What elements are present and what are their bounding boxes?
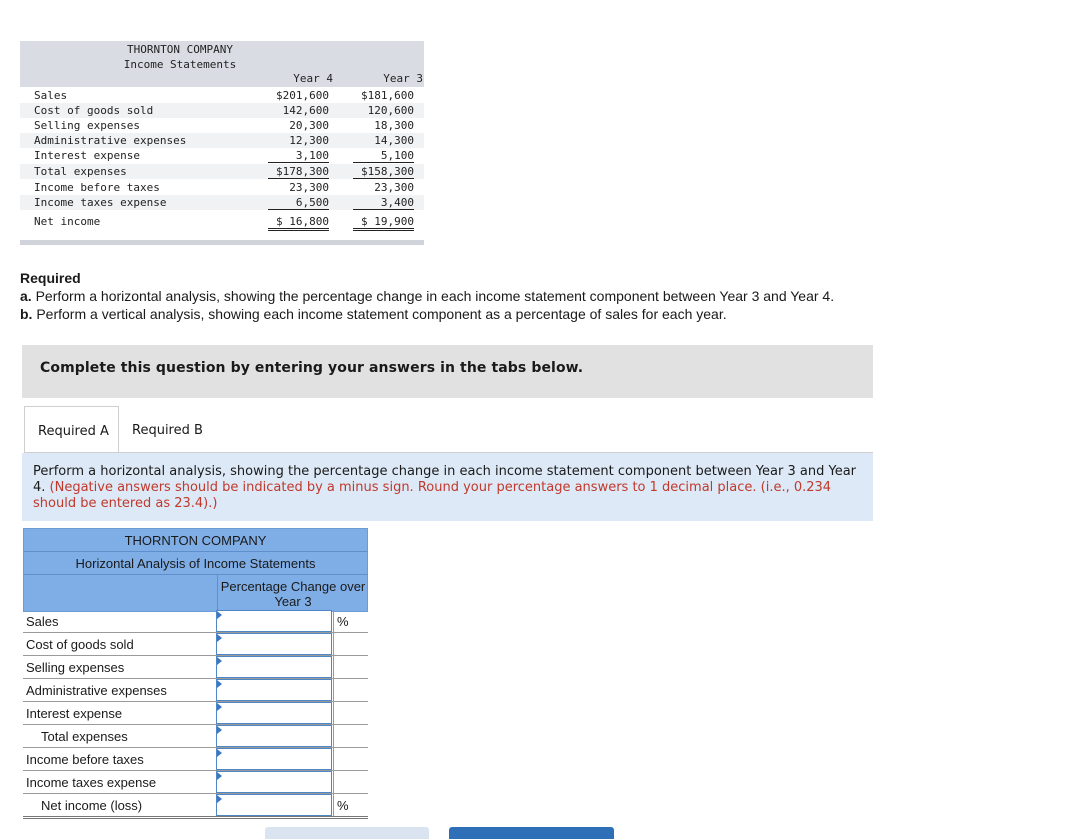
table-row-label: Income before taxes <box>26 752 144 767</box>
table-company-header <box>23 528 368 552</box>
statement-row-label: Total expenses <box>34 165 127 178</box>
answer-cell[interactable] <box>216 771 332 793</box>
pct-cell <box>333 679 368 701</box>
statement-row-label: Selling expenses <box>34 119 140 132</box>
pct-cell <box>333 748 368 770</box>
tab-required-a[interactable] <box>24 406 119 453</box>
table-column-header <box>23 574 368 612</box>
table-row-label: Administrative expenses <box>26 683 167 698</box>
statement-row <box>20 118 424 133</box>
table-row <box>23 702 368 725</box>
statement-row-year4: 6,500 <box>268 196 329 210</box>
instruction-main: Perform a horizontal analysis, showing the percentage change in each income statement component between Year 3 and Year 4. <box>33 464 857 495</box>
statement-row <box>20 180 424 195</box>
tab-required-b[interactable] <box>119 406 211 452</box>
statement-row <box>20 195 424 210</box>
table-row-label: Income taxes expense <box>26 775 157 790</box>
statement-row-year3: 14,300 <box>374 134 414 147</box>
statement-row-year4: 23,300 <box>289 181 329 194</box>
instruction-box <box>22 453 873 521</box>
statement-row-year4: 142,600 <box>282 104 329 117</box>
answer-input-income-taxes[interactable] <box>224 773 328 791</box>
statement-row-year3: $158,300 <box>353 165 414 179</box>
statement-row-label: Interest expense <box>34 149 140 162</box>
pct-symbol: % <box>337 614 349 629</box>
statement-col-year3: Year 3 <box>383 72 423 85</box>
statement-row-year4: $178,300 <box>268 165 329 179</box>
required-a-prefix: a. <box>20 288 32 304</box>
table-row <box>23 633 368 656</box>
answer-input-sales[interactable] <box>224 612 328 630</box>
answer-input-income-before-taxes[interactable] <box>224 750 328 768</box>
table-row <box>23 656 368 679</box>
statement-row <box>20 88 424 103</box>
table-row-label: Net income (loss) <box>41 798 143 813</box>
statement-bottom-bar <box>20 240 424 245</box>
answer-cell[interactable] <box>216 656 332 678</box>
table-row-label: Interest expense <box>26 706 123 721</box>
statement-row-year3: $181,600 <box>361 89 414 102</box>
income-statement-header <box>20 41 424 87</box>
statement-row-year3: $ 19,900 <box>353 215 414 231</box>
pct-cell <box>333 702 368 724</box>
statement-row-label: Income before taxes <box>34 181 160 194</box>
statement-row-year4: 3,100 <box>268 149 329 163</box>
statement-row-year3: 18,300 <box>374 119 414 132</box>
statement-row-year4: 20,300 <box>289 119 329 132</box>
table-row-label: Cost of goods sold <box>26 637 134 652</box>
statement-row-label: Cost of goods sold <box>34 104 154 117</box>
table-row-label: Total expenses <box>41 729 128 744</box>
statement-title: Income Statements <box>123 58 237 71</box>
answer-cell[interactable] <box>216 748 332 770</box>
pct-symbol: % <box>337 798 349 813</box>
pct-cell <box>333 633 368 655</box>
column-header-percentage-change: Percentage Change over Year 3 <box>217 575 368 611</box>
table-company: THORNTON COMPANY <box>124 533 267 548</box>
answer-input-net-income[interactable] <box>224 796 328 814</box>
table-row <box>23 725 368 748</box>
statement-company: THORNTON COMPANY <box>127 43 233 56</box>
table-row <box>23 794 368 819</box>
required-b-text: Perform a vertical analysis, showing each income statement component as a percentage of sales for each year. <box>32 306 727 322</box>
pct-cell <box>333 656 368 678</box>
next-button[interactable] <box>449 827 614 839</box>
table-title-header <box>23 551 368 575</box>
statement-row-label: Sales <box>34 89 68 102</box>
answer-input-cogs[interactable] <box>224 635 328 653</box>
statement-row-label: Net income <box>34 215 101 228</box>
tab-required-a-label: Required A <box>38 424 109 439</box>
pct-cell <box>333 725 368 747</box>
statement-row-year4: $201,600 <box>276 89 329 102</box>
required-title: Required <box>20 270 81 286</box>
answer-cell[interactable] <box>216 794 332 816</box>
required-a-text: Perform a horizontal analysis, showing the percentage change in each income statement component between Year 3 and Year 4. <box>31 288 835 304</box>
answer-cell[interactable] <box>216 633 332 655</box>
instruction-text <box>33 464 863 512</box>
required-a <box>20 288 834 304</box>
table-title: Horizontal Analysis of Income Statements <box>75 556 316 571</box>
statement-row-label: Income taxes expense <box>34 196 167 209</box>
statement-row <box>20 148 424 163</box>
answer-cell[interactable] <box>216 610 332 632</box>
statement-row-year3: 120,600 <box>367 104 414 117</box>
pct-cell <box>333 794 368 816</box>
statement-row-year3: 3,400 <box>353 196 414 210</box>
statement-row-year4: $ 16,800 <box>268 215 329 231</box>
answer-cell[interactable] <box>216 679 332 701</box>
answer-input-selling[interactable] <box>224 658 328 676</box>
complete-banner <box>22 345 873 398</box>
table-row <box>23 748 368 771</box>
pct-cell <box>333 771 368 793</box>
statement-row-label: Administrative expenses <box>34 134 187 147</box>
required-b-prefix: b. <box>20 306 33 322</box>
complete-banner-text: Complete this question by entering your answers in the tabs below. <box>40 360 584 376</box>
statement-row <box>20 103 424 118</box>
tab-required-b-label: Required B <box>132 423 203 438</box>
statement-row-year4: 12,300 <box>289 134 329 147</box>
statement-col-year4: Year 4 <box>293 72 333 85</box>
answer-input-interest[interactable] <box>224 704 328 722</box>
statement-row-year3: 5,100 <box>353 149 414 163</box>
table-row <box>23 771 368 794</box>
answer-input-admin[interactable] <box>224 681 328 699</box>
required-b <box>20 306 727 322</box>
answer-cell[interactable] <box>216 725 332 747</box>
pct-cell <box>333 610 368 632</box>
answer-input-total-expenses[interactable] <box>224 727 328 745</box>
statement-row <box>20 133 424 148</box>
answer-cell[interactable] <box>216 702 332 724</box>
prev-button[interactable] <box>265 827 429 839</box>
statement-row-year3: 23,300 <box>374 181 414 194</box>
table-row <box>23 610 368 633</box>
statement-row <box>20 214 424 229</box>
instruction-note: (Negative answers should be indicated by a minus sign. Round your percentage answers to 1 decimal place. (i.e., 0.234 should be entered as 23.4).) <box>33 480 832 511</box>
table-row-label: Sales <box>26 614 59 629</box>
table-row <box>23 679 368 702</box>
statement-row <box>20 164 424 179</box>
table-row-label: Selling expenses <box>26 660 125 675</box>
income-statement <box>20 41 424 246</box>
